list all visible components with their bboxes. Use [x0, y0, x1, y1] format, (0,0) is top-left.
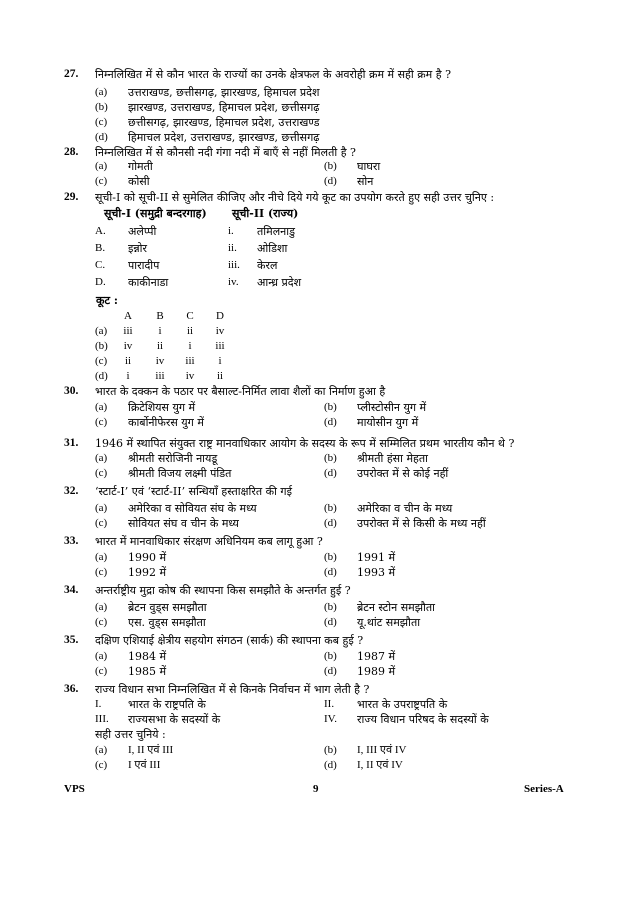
question-33-text: भारत में मानवाधिकार संरक्षण अधिनियम कब लागू हुआ ? — [95, 535, 323, 548]
match-row-state: आन्ध्र प्रदेश — [257, 276, 302, 289]
q32-option-text: सोवियत संघ व चीन के मध्य — [128, 517, 239, 530]
q35-option-label: (b) — [324, 650, 337, 662]
q32-option-label: (b) — [324, 502, 337, 514]
q27-option-label: (c) — [95, 116, 108, 128]
code-option-label: (c) — [95, 355, 108, 367]
q28-option-label: (b) — [324, 160, 337, 172]
q34-option-text: ब्रेटन वुड्स समझौता — [128, 601, 207, 614]
q32-option-text: अमेरिका व सोवियत संघ के मध्य — [128, 502, 257, 515]
q30-option-label: (c) — [95, 416, 108, 428]
code-cell: iii — [155, 370, 165, 382]
q32-option-text: उपरोक्त में से किसी के मध्य नहीं — [357, 517, 486, 530]
code-cell: iv — [185, 370, 195, 382]
q35-option-text: 1985 में — [128, 665, 167, 678]
q35-option-label: (a) — [95, 650, 108, 662]
q32-option-label: (a) — [95, 502, 108, 514]
q30-option-text: मायोसीन युग में — [357, 416, 419, 429]
question-27-text: निम्नलिखित में से कौन भारत के राज्यों का उनके क्षेत्रफल के अवरोही क्रम में सही क्रम है ? — [95, 68, 451, 81]
q31-option-text: श्रीमती हंसा मेहता — [357, 452, 428, 465]
code-col-head: B — [156, 310, 164, 322]
code-heading: कूट : — [96, 294, 118, 307]
code-cell: i — [126, 370, 130, 382]
code-cell: i — [218, 355, 222, 367]
q31-option-label: (c) — [95, 467, 108, 479]
question-34-number: 34. — [64, 584, 79, 596]
code-option-label: (b) — [95, 340, 108, 352]
q33-option-label: (a) — [95, 551, 108, 563]
q31-option-label: (d) — [324, 467, 337, 479]
q35-option-text: 1989 में — [357, 665, 396, 678]
q35-option-text: 1984 में — [128, 650, 167, 663]
q36-option-label: (c) — [95, 759, 108, 771]
series-label: Series-A — [524, 783, 564, 795]
q31-option-text: श्रीमती विजय लक्ष्मी पंडित — [128, 467, 232, 480]
match-row-letter: C. — [95, 259, 106, 271]
q36-option-label: (a) — [95, 744, 108, 756]
q34-option-label: (d) — [324, 616, 337, 628]
list-2-heading: सूची-II (राज्य) — [232, 207, 299, 220]
code-cell: ii — [186, 325, 194, 337]
q27-option-text: हिमाचल प्रदेश, उत्तराखण्ड, झारखण्ड, छत्तीसगढ़ — [128, 131, 320, 144]
code-option-label: (d) — [95, 370, 108, 382]
q34-option-text: एस. वुड्स समझौता — [128, 616, 206, 629]
match-row-state: केरल — [257, 259, 278, 272]
question-35-number: 35. — [64, 634, 79, 646]
question-29-number: 29. — [64, 191, 79, 203]
footer-code: VPS — [64, 783, 85, 795]
q36-item-label: III. — [95, 713, 109, 725]
q36-option-text: I, II एवं III — [128, 744, 174, 756]
q28-option-text: कोसी — [128, 175, 150, 188]
q27-option-label: (d) — [95, 131, 108, 143]
code-option-label: (a) — [95, 325, 108, 337]
match-row-numeral: iii. — [228, 259, 240, 271]
question-28-text: निम्नलिखित में से कौनसी नदी गंगा नदी में बाएँ से नहीं मिलती है ? — [95, 146, 356, 159]
code-cell: ii — [124, 355, 132, 367]
question-36-text: राज्य विधान सभा निम्नलिखित में से किनके निर्वाचन में भाग लेती है ? — [95, 683, 370, 696]
match-row-numeral: iv. — [228, 276, 239, 288]
q36-item-text: राज्य विधान परिषद के सदस्यों के — [357, 713, 489, 726]
q32-option-label: (d) — [324, 517, 337, 529]
q30-option-text: क्रिटेशियस युग में — [128, 401, 196, 414]
page-number: 9 — [313, 783, 319, 795]
q28-option-label: (d) — [324, 175, 337, 187]
question-27-number: 27. — [64, 68, 79, 80]
q28-option-label: (c) — [95, 175, 108, 187]
match-row-port: पारादीप — [128, 259, 160, 272]
q33-option-text: 1990 में — [128, 551, 167, 564]
code-col-head: A — [124, 310, 132, 322]
q30-option-label: (a) — [95, 401, 108, 413]
q27-option-text: छत्तीसगढ़, झारखण्ड, हिमाचल प्रदेश, उत्तराखण्ड — [128, 116, 320, 129]
q34-option-text: ब्रेटन स्टोन समझौता — [357, 601, 435, 614]
q27-option-label: (b) — [95, 101, 108, 113]
q31-option-text: श्रीमती सरोजिनी नायडू — [128, 452, 218, 465]
q30-option-label: (d) — [324, 416, 337, 428]
match-row-port: अलेप्पी — [128, 225, 157, 238]
q34-option-label: (b) — [324, 601, 337, 613]
match-row-numeral: ii. — [228, 242, 237, 254]
q34-option-text: यू.थांट समझौता — [357, 616, 421, 629]
q31-option-label: (b) — [324, 452, 337, 464]
q34-option-label: (c) — [95, 616, 108, 628]
code-cell: ii — [156, 340, 164, 352]
q36-item-label: II. — [324, 698, 335, 710]
code-cell: i — [188, 340, 192, 352]
question-31-number: 31. — [64, 437, 79, 449]
question-33-number: 33. — [64, 535, 79, 547]
q36-item-text: भारत के उपराष्ट्रपति के — [357, 698, 448, 711]
q33-option-label: (d) — [324, 566, 337, 578]
q28-option-text: घाघरा — [357, 160, 381, 173]
q36-option-text: I एवं III — [128, 759, 161, 771]
match-row-state: ओडिशा — [257, 242, 288, 255]
q31-option-label: (a) — [95, 452, 108, 464]
code-cell: i — [158, 325, 162, 337]
question-35-text: दक्षिण एशियाई क्षेत्रीय सहयोग संगठन (सार्क) की स्थापना कब हुई ? — [95, 634, 364, 647]
q27-option-text: उत्तराखण्ड, छत्तीसगढ़, झारखण्ड, हिमाचल प्रदेश — [128, 86, 320, 99]
q36-option-label: (d) — [324, 759, 337, 771]
match-row-port: इन्नोर — [128, 242, 148, 255]
code-col-head: D — [216, 310, 224, 322]
q36-item-text: राज्यसभा के सदस्यों के — [128, 713, 221, 726]
q28-option-text: सोन — [357, 175, 374, 188]
match-row-state: तमिलनाडु — [257, 225, 295, 238]
q27-option-text: झारखण्ड, उत्तराखण्ड, हिमाचल प्रदेश, छत्तीसगढ़ — [128, 101, 320, 114]
q36-option-label: (b) — [324, 744, 337, 756]
q28-option-text: गोमती — [128, 160, 153, 173]
question-30-text: भारत के दक्कन के पठार पर बैसाल्ट-निर्मित लावा शैलों का निर्माण हुआ है — [95, 385, 386, 398]
q30-option-text: प्लीस्टोसीन युग में — [357, 401, 427, 414]
q32-option-label: (c) — [95, 517, 108, 529]
code-cell: iii — [185, 355, 195, 367]
question-31-text: 1946 में स्थापित संयुक्त राष्ट्र मानवाधिकार आयोग के सदस्य के रूप में सम्मिलित प्रथम भारतीय कौन थे ? — [95, 437, 515, 450]
q33-option-text: 1991 में — [357, 551, 396, 564]
code-cell: iv — [123, 340, 133, 352]
q36-option-text: I, II एवं IV — [357, 759, 403, 771]
match-row-letter: B. — [95, 242, 106, 254]
list-1-heading: सूची-I (समुद्री बन्दरगाह) — [104, 207, 207, 220]
q36-prompt: सही उत्तर चुनिये : — [95, 728, 166, 741]
question-29-text: सूची-I को सूची-II से सुमेलित कीजिए और नीचे दिये गये कूट का उपयोग करते हुए सही उत्तर चुनिए : — [95, 191, 495, 204]
question-28-number: 28. — [64, 146, 79, 158]
code-cell: iii — [215, 340, 225, 352]
q35-option-label: (c) — [95, 665, 108, 677]
code-cell: iv — [155, 355, 165, 367]
q33-option-text: 1992 में — [128, 566, 167, 579]
match-row-letter: D. — [95, 276, 106, 288]
code-cell: iv — [215, 325, 225, 337]
question-30-number: 30. — [64, 385, 79, 397]
q27-option-label: (a) — [95, 86, 108, 98]
q28-option-label: (a) — [95, 160, 108, 172]
q32-option-text: अमेरिका व चीन के मध्य — [357, 502, 453, 515]
q33-option-text: 1993 में — [357, 566, 396, 579]
q36-item-label: I. — [95, 698, 102, 710]
q33-option-label: (b) — [324, 551, 337, 563]
q36-item-label: IV. — [324, 713, 337, 725]
question-32-number: 32. — [64, 485, 79, 497]
q35-option-label: (d) — [324, 665, 337, 677]
q33-option-label: (c) — [95, 566, 108, 578]
q31-option-text: उपरोक्त में से कोई नहीं — [357, 467, 449, 480]
code-cell: iii — [123, 325, 133, 337]
code-cell: ii — [216, 370, 224, 382]
q36-item-text: भारत के राष्ट्रपति के — [128, 698, 206, 711]
q30-option-label: (b) — [324, 401, 337, 413]
code-col-head: C — [186, 310, 194, 322]
question-34-text: अन्तर्राष्ट्रीय मुद्रा कोष की स्थापना किस समझौते के अन्तर्गत हुई ? — [95, 584, 351, 597]
q35-option-text: 1987 में — [357, 650, 396, 663]
match-row-numeral: i. — [228, 225, 234, 237]
q34-option-label: (a) — [95, 601, 108, 613]
match-row-port: काकीनाडा — [128, 276, 169, 289]
question-32-text: ‘स्टार्ट-I’ एवं ‘स्टार्ट-II’ सन्धियाँ हस्ताक्षरित की गई — [95, 485, 293, 498]
match-row-letter: A. — [95, 225, 106, 237]
q30-option-text: कार्बोनीफेरस युग में — [128, 416, 204, 429]
question-36-number: 36. — [64, 683, 79, 695]
q36-option-text: I, III एवं IV — [357, 744, 407, 756]
